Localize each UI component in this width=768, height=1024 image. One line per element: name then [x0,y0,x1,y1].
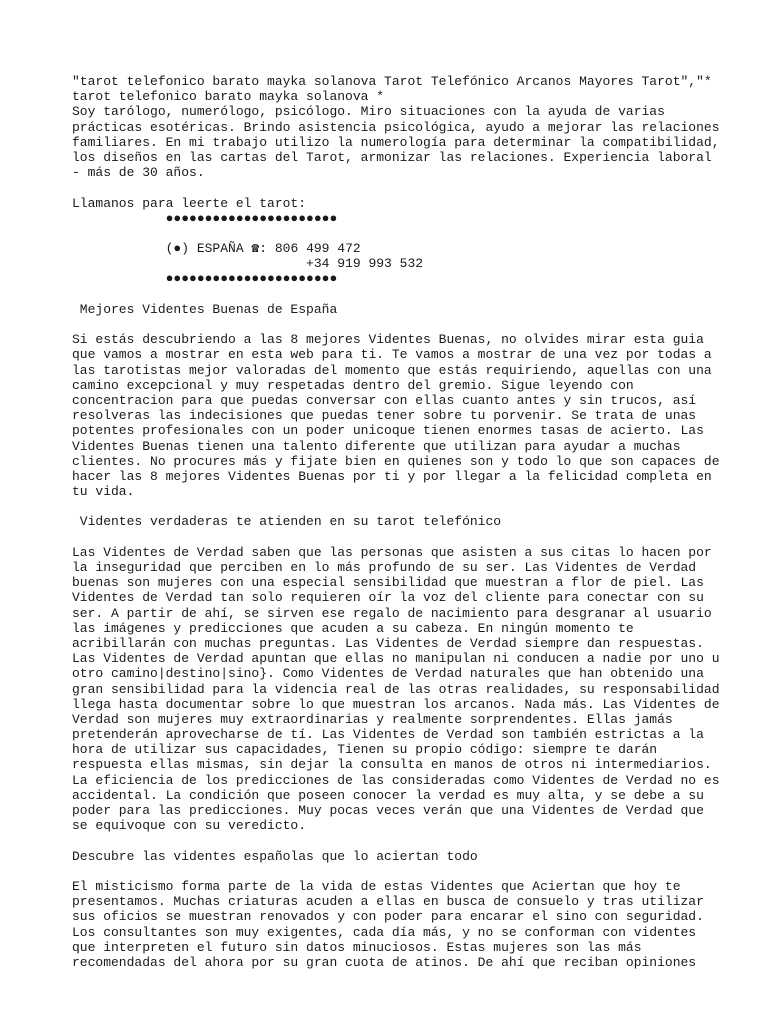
paragraph-line: Si estás descubriendo a las 8 mejores Videntes Buenas, no olvides mirar esta guia [72,332,704,348]
blank-line [72,864,712,879]
paragraph-line: Verdad son mujeres muy extraordinarias y realmente sorprendentes. Ellas jamás [72,711,673,727]
dot-divider: ●●●●●●●●●●●●●●●●●●●●●● [72,210,338,226]
intro-line: Soy tarólogo, numerólogo, psicólogo. Miro situaciones con la ayuda de varias [72,104,665,120]
paragraph-line: las tarotistas mejor valoradas del momento que estás requiriendo, aquellas con una [72,362,712,378]
intro-line: "tarot telefonico barato mayka solanova Tarot Telefónico Arcanos Mayores Tarot","* [72,74,712,89]
contact-heading: Llamanos para leerte el tarot: [72,195,307,211]
paragraph-line: sus oficios se muestran renovados y con poder para encarar el sino con seguridad. [72,909,704,925]
paragraph-line: poder para las predicciones. Muy pocas veces verán que una Videntes de Verdad que [72,803,704,818]
blank-line [72,499,712,514]
phone-line: (●) ESPAÑA ☎: 806 499 472 [72,241,361,257]
paragraph-line: hora de utilizar sus capacidades, Tienen su propio código: siempre te darán [72,742,658,758]
section-heading: Descubre las videntes españolas que lo aciertan todo [72,848,478,864]
paragraph-line: respuesta ellas mismas, sin dejar la consulta en manos de otros ni intermediarios. [72,757,712,773]
paragraph-line: llega hasta documentar sobre lo que muestran los arcanos. Nada más. Las Videntes de [72,696,720,712]
paragraph-line: potentes profesionales con un poder unicoque tienen enormes tasas de acierto. Las [72,423,704,439]
paragraph-line: se equivoque con su veredicto. [72,818,307,834]
section-true-psychics [72,514,720,834]
intro-line: los diseños en las cartas del Tarot, armonizar las relaciones. Experiencia laboral [72,149,712,165]
paragraph-line: Las Videntes de Verdad apuntan que ellas no manipulan ni conducen a nadie por uno u [72,651,720,667]
section-spanish-psychics [72,849,712,971]
paragraph-line: gran sensibilidad para la videncia real de las otras realidades, su responsabilidad [72,681,720,697]
paragraph-line: recomendadas del ahora por su gran cuota de atinos. De ahí que reciban opiniones [72,954,697,970]
paragraph-line: ser. A partir de ahí, se sirven ese regalo de nacimiento para desgranar al usuario [72,605,712,621]
paragraph-line: hacer las 8 mejores Videntes Buenas por ti y por llegar a la felicidad completa en [72,468,712,484]
intro-paragraph [72,74,720,181]
blank-line [72,530,712,545]
section-heading: Videntes verdaderas te atienden en su tarot telefónico [72,514,502,530]
section-heading: Mejores Videntes Buenas de España [72,301,338,317]
paragraph-line: Videntes de Verdad tan solo requieren oír la voz del cliente para conectar con su [72,590,704,606]
paragraph-line: concentracion para que puedas conversar con ellas cuanto antes y sin trucos, así [72,392,697,408]
blank-line [72,317,712,332]
paragraph-line: tu vida. [72,484,135,500]
intro-line: familiares. En mi trabajo utilizo la numerología para determinar la compatibilidad, [72,134,720,150]
paragraph-line: clientes. No procures más y fijate bien en quienes son y todo lo que son capaces de [72,453,720,469]
blank-line [72,287,712,302]
paragraph-line: la inseguridad que perciben en lo más profundo de su ser. Las Videntes de Verdad [72,560,697,575]
paragraph-line: acribillarán con muchas preguntas. Las Videntes de Verdad siempre dan respuestas. [72,635,704,651]
section-best-psychics [72,301,720,500]
intro-line: prácticas esotéricas. Brindo asistencia psicológica, ayudo a mejorar las relaciones [72,119,720,135]
paragraph-line: pretenderán aprovecharse de tí. Las Videntes de Verdad son también estrictas a la [72,727,704,743]
paragraph-line: presentamos. Muchas criaturas acuden a ellas en busca de consuelo y tras utilizar [72,894,704,910]
paragraph-line: buenas son mujeres con una especial sensibilidad que muestran a flor de piel. Las [72,575,704,591]
paragraph-line: Las Videntes de Verdad saben que las personas que asisten a sus citas lo hacen por [72,544,712,560]
contact-block [72,196,712,287]
dot-divider: ●●●●●●●●●●●●●●●●●●●●●● [72,271,338,287]
paragraph-line: La eficiencia de los predicciones de las consideradas como Videntes de Verdad no es [72,772,720,788]
intro-line: tarot telefonico barato mayka solanova * [72,89,385,105]
paragraph-line: Los consultantes son muy exigentes, cada día más, y no se conforman con videntes [72,924,697,940]
phone-line-secondary: +34 919 993 532 [72,256,424,272]
paragraph-line: camino excepcional y muy respetadas dentro del gremio. Sigue leyendo con [72,377,634,393]
paragraph-line: accidental. La condición que poseen conocer la verdad es muy alta, y se debe a su [72,787,704,803]
blank-line [72,226,712,241]
intro-line: - más de 30 años. [72,165,205,181]
paragraph-line: resolveras las indecisiones que puedas tener sobre tu porvenir. Se trata de unas [72,408,697,424]
paragraph-line: El misticismo forma parte de la vida de estas Videntes que Aciertan que hoy te [72,878,681,894]
paragraph-line: Videntes Buenas tienen una talento diferente que utilizan para ayudar a muchas [72,438,681,454]
paragraph-line: que vamos a mostrar en esta web para ti. Te vamos a mostrar de una vez por todas a [72,347,712,363]
blank-line [72,180,712,195]
paragraph-line: las imágenes y predicciones que acuden a su cabeza. En ningún momento te [72,620,634,636]
paragraph-line: otro camino|destino|sino}. Como Videntes de Verdad naturales que han obtenido una [72,666,704,682]
paragraph-line: que interpreten el futuro sin datos minuciosos. Estas mujeres son las más [72,939,642,955]
blank-line [72,833,712,848]
document-page [72,74,720,970]
